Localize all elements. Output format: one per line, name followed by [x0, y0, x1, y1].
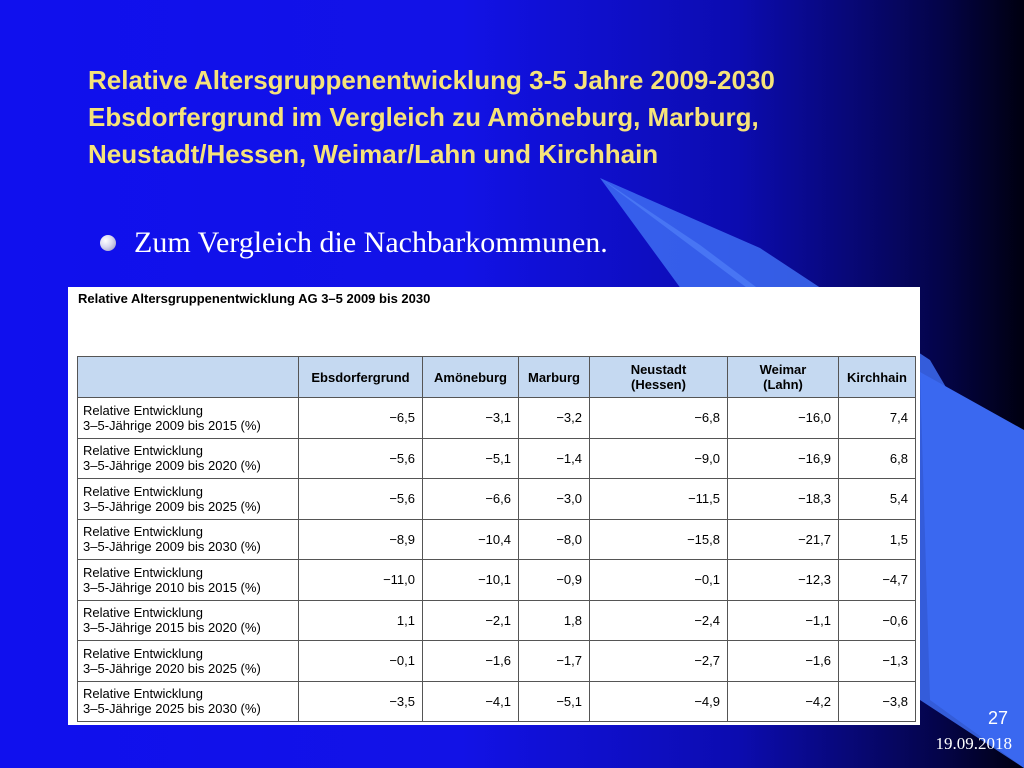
row-label-line: Relative Entwicklung: [83, 443, 203, 459]
table-cell: 1,1: [299, 600, 423, 641]
column-header-line: Amöneburg: [434, 369, 507, 385]
table-header-row: [78, 357, 916, 398]
table-cell: −4,9: [590, 681, 728, 722]
row-label-line: Relative Entwicklung: [83, 524, 203, 540]
slide-title: [88, 62, 988, 173]
column-header-line: (Lahn): [763, 377, 803, 392]
row-label-line: Relative Entwicklung: [83, 686, 203, 702]
column-header: [519, 357, 590, 398]
table-body: [78, 398, 916, 722]
table-row: [78, 398, 916, 439]
table-cell: −12,3: [728, 560, 839, 601]
table-cell: −8,0: [519, 519, 590, 560]
table-cell: −6,6: [423, 479, 519, 520]
table-cell: −11,5: [590, 479, 728, 520]
table-cell: −4,1: [423, 681, 519, 722]
bullet-text: Zum Vergleich die Nachbarkommunen.: [134, 226, 608, 259]
column-header-line: Weimar: [759, 362, 807, 377]
table-row: [78, 681, 916, 722]
table-cell: −15,8: [590, 519, 728, 560]
row-label-line: 3–5-Jährige 2015 bis 2020 (%): [83, 620, 261, 636]
table-cell: −3,0: [519, 479, 590, 520]
row-label-line: Relative Entwicklung: [83, 564, 203, 580]
table-cell: 5,4: [839, 479, 916, 520]
page-number: 27: [987, 708, 1008, 728]
data-table: [77, 356, 916, 722]
table-cell: −5,1: [519, 681, 590, 722]
table-image-panel: [68, 287, 920, 725]
table-cell: −3,2: [519, 398, 590, 439]
table-cell: −0,1: [299, 641, 423, 682]
table-cell: −11,0: [299, 560, 423, 601]
column-header-line: Kirchhain: [847, 369, 907, 385]
column-header-line: Neustadt: [630, 362, 687, 377]
table-cell: −1,4: [519, 438, 590, 479]
row-label-line: Relative Entwicklung: [83, 483, 203, 499]
table-cell: −1,3: [839, 641, 916, 682]
row-label-line: Relative Entwicklung: [83, 645, 203, 661]
table-cell: 6,8: [839, 438, 916, 479]
table-cell: −21,7: [728, 519, 839, 560]
column-header-line: Marburg: [528, 369, 580, 385]
row-label-line: Relative Entwicklung: [83, 402, 203, 418]
row-label: [78, 641, 299, 682]
table-cell: −4,7: [839, 560, 916, 601]
table-row: [78, 641, 916, 682]
column-header: [423, 357, 519, 398]
column-header: [839, 357, 916, 398]
row-label-line: 3–5-Jährige 2009 bis 2025 (%): [83, 498, 261, 514]
table-cell: −2,1: [423, 600, 519, 641]
row-label: [78, 398, 299, 439]
row-label-line: 3–5-Jährige 2009 bis 2020 (%): [83, 458, 261, 474]
row-label: [78, 438, 299, 479]
table-cell: −10,4: [423, 519, 519, 560]
row-label-line: Relative Entwicklung: [83, 605, 203, 621]
bullet-dot-icon: [100, 235, 116, 251]
table-cell: −10,1: [423, 560, 519, 601]
table-cell: −0,9: [519, 560, 590, 601]
table-cell: 7,4: [839, 398, 916, 439]
table-row: [78, 600, 916, 641]
row-label-line: 3–5-Jährige 2009 bis 2030 (%): [83, 539, 261, 555]
table-row: [78, 519, 916, 560]
row-label-line: 3–5-Jährige 2025 bis 2030 (%): [83, 701, 261, 717]
table-cell: −1,7: [519, 641, 590, 682]
row-label: [78, 681, 299, 722]
table-cell: −3,1: [423, 398, 519, 439]
table-cell: −8,9: [299, 519, 423, 560]
bullet-item: [100, 226, 608, 260]
row-label-line: 3–5-Jährige 2020 bis 2025 (%): [83, 660, 261, 676]
column-header: [299, 357, 423, 398]
table-cell: −16,0: [728, 398, 839, 439]
row-label: [78, 479, 299, 520]
slide-title-line: Relative Altersgruppenentwicklung 3-5 Jahre 2009-2030: [88, 65, 775, 95]
table-row: [78, 479, 916, 520]
column-header-empty: [78, 357, 299, 398]
column-header-line: Ebsdorfergrund: [311, 369, 410, 385]
column-header: [590, 357, 728, 398]
table-caption: Relative Altersgruppenentwicklung AG 3–5 2009 bis 2030: [78, 291, 431, 306]
table-cell: −5,6: [299, 438, 423, 479]
table-row: [78, 560, 916, 601]
table-cell: −2,4: [590, 600, 728, 641]
table-cell: −0,1: [590, 560, 728, 601]
table-cell: −2,7: [590, 641, 728, 682]
table-cell: −9,0: [590, 438, 728, 479]
table-cell: −5,1: [423, 438, 519, 479]
table-cell: −1,6: [728, 641, 839, 682]
table-cell: −16,9: [728, 438, 839, 479]
table-cell: 1,5: [839, 519, 916, 560]
table-cell: −6,5: [299, 398, 423, 439]
table-cell: −4,2: [728, 681, 839, 722]
table-cell: −0,6: [839, 600, 916, 641]
table-cell: −3,5: [299, 681, 423, 722]
table-cell: −3,8: [839, 681, 916, 722]
slide-title-line: Neustadt/Hessen, Weimar/Lahn und Kirchhain: [88, 139, 659, 169]
column-header-line: (Hessen): [631, 377, 686, 392]
table-cell: −18,3: [728, 479, 839, 520]
slide-date: 19.09.2018: [935, 734, 1012, 753]
table-cell: −1,6: [423, 641, 519, 682]
row-label: [78, 519, 299, 560]
table-cell: −5,6: [299, 479, 423, 520]
table-cell: −1,1: [728, 600, 839, 641]
row-label-line: 3–5-Jährige 2009 bis 2015 (%): [83, 417, 261, 433]
row-label: [78, 600, 299, 641]
table-row: [78, 438, 916, 479]
row-label: [78, 560, 299, 601]
row-label-line: 3–5-Jährige 2010 bis 2015 (%): [83, 579, 261, 595]
slide-title-line: Ebsdorfergrund im Vergleich zu Amöneburg, Marburg,: [88, 102, 759, 132]
table-cell: 1,8: [519, 600, 590, 641]
column-header: [728, 357, 839, 398]
table-cell: −6,8: [590, 398, 728, 439]
